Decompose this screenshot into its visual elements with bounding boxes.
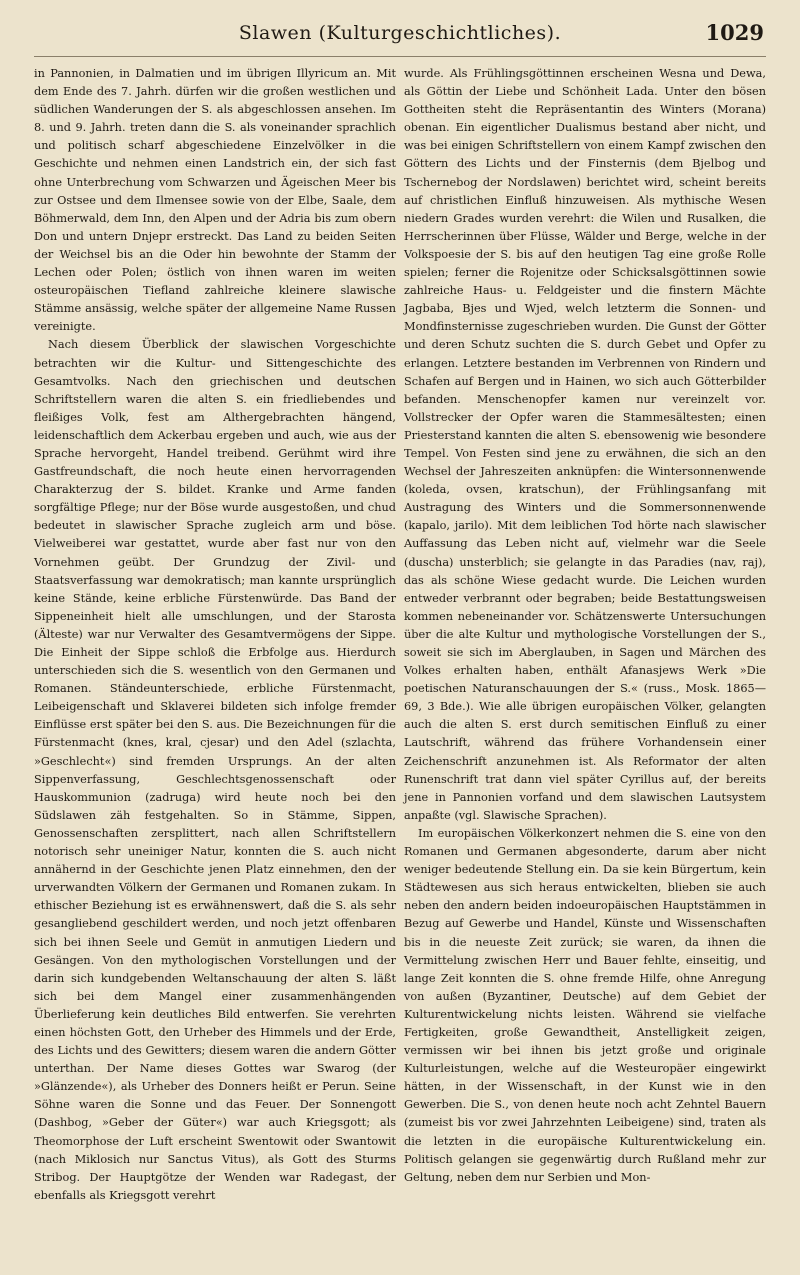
running-head xyxy=(34,14,766,57)
paragraph: in Pannonien, in Dalmatien und im übrigen Illyricum an. Mit dem Ende des 7. Jahrh. dürfen wir die großen westlichen und südlichen Wanderungen der S. als abgeschlossen ansehen. Im 8. und 9. Jahrh. treten dann die S. als voneinander sprachlich und politisch scharf abgeschiedene Einzelvölker in die Geschichte und nehmen einen Landstrich ein, der sich fast ohne Unterbrechung vom Schwarzen und Ägeischen Meer bis zur Ostsee und dem Ilmensee sowie von der Elbe, Saale, dem Böhmerwald, dem Inn, den Alpen und der Adria bis zum obern Don und untern Dnjepr erstreckt. Das Land zu beiden Seiten der Weichsel bis an die Oder hin bewohnte der Stamm der Lechen oder Polen; östlich von ihnen waren im weiten osteuropäischen Tiefland zahlreiche kleinere slawische Stämme ansässig, welche später der allgemeine Name Russen vereinigte. xyxy=(34,67,396,334)
page-number: 1029 xyxy=(705,20,764,45)
paragraph: Nach diesem Überblick der slawischen Vorgeschichte betrachten wir die Kultur- und Sittengeschichte des Gesamtvolks. Nach den griechischen und deutschen Schriftstellern waren die alten S. ein friedliebendes und fleißiges Volk, fest am Althergebrachten hängend, leidenschaftlich dem Ackerbau ergeben und auch, wie aus der Sprache hervorgeht, Handel treibend. Gerühmt wird ihre Gastfreundschaft, die noch heute einen hervorragenden Charakterzug der S. bildet. Kranke und Arme fanden sorgfältige Pflege; nur der Böse wurde ausgestoßen, und chud bedeutet in slawischer Sprache zugleich arm und böse. Vielweiberei war gestattet, wurde aber fast nur von den Vornehmen geübt. Der Grundzug der Zivil- und Staatsverfassung war demokratisch; man kannte ursprünglich keine Stände, keine erbliche Fürstenwürde. Das Band der Sippeneinheit hielt alle umschlungen, und der Starosta (Älteste) war nur Verwalter des Gesamtvermögens der Sippe. Die Einheit der Sippe schloß die Erbfolge aus. Hierdurch unterschieden sich die S. wesentlich von den Germanen und Romanen. Ständeunterschiede, erbliche Fürstenmacht, Leibeigenschaft und Sklaverei bildeten sich infolge fremder Einflüsse erst später bei den S. aus. Die Bezeichnungen für die Fürstenmacht (knes, kral, cjesar) und den Adel (szlachta, »Geschlecht«) sind fremden Ursprungs. An der alten Sippenverfassung, Geschlechtsgenossenschaft oder Hauskommunion (zadruga) wird heute noch bei den Südslawen zäh festgehalten. So in Stämme, Sippen, Genossenschaften zersplittert, nach allen Schriftstellern notorisch sehr uneiniger Natur, konnten die S. auch nicht annähernd in der Geschichte jenen Platz einnehmen, den der urverwandten Völkern der Germanen und Romanen zukam. In ethischer Beziehung ist es erwähnenswert, daß die S. als sehr gesangliebend geschildert werden, und noch jetzt offenbaren sich bei ihnen Seele und Gemüt in anmutigen Liedern und Gesängen. Von den mythologischen Vorstellungen und der darin sich kundgebenden Weltanschauung der alten S. läßt sich bei dem Mangel einer zusammenhängenden Überlieferung kein deutliches Bild entwerfen. Sie verehrten einen höchsten Gott, den Urheber des Himmels und der Erde, des Lichts und des Gewitters; diesem waren die andern Götter unterthan. Der Name dieses Gottes war Swarog (der »Glänzende«), als Urheber des Donners heißt er Perun. Seine Söhne waren die Sonne und das Feuer. Der Sonnengott (Dashbog, »Geber der Güter«) war auch Kriegsgott; als Theomorphose der Luft erscheint Swentowit oder Swantowit (nach Miklosich nur Sanctus Vitus), als Gott des Sturms Stribog. Der Hauptgötze der Wenden war Radegast, der ebenfalls als Kriegsgott verehrt xyxy=(34,338,396,1202)
page-title: Slawen (Kulturgeschichtliches). xyxy=(238,22,562,44)
right-column xyxy=(404,65,766,1205)
paragraph: wurde. Als Frühlingsgöttinnen erscheinen Wesna und Dewa, als Göttin der Liebe und Schönheit Lada. Unter den bösen Gottheiten steht die Repräsentantin des Winters (Morana) obenan. Ein eigentlicher Dualismus bestand aber nicht, und was bei einigen Schriftstellern von einem Kampf zwischen den Göttern des Lichts und der Finsternis (dem Bjelbog und Tschernebog der Nordslawen) berichtet wird, scheint bereits auf christlichen Einfluß hinzuweisen. Als mythische Wesen niedern Grades wurden verehrt: die Wilen und Rusalken, die Herrscherinnen über Flüsse, Wälder und Berge, welche in der Volkspoesie der S. bis auf den heutigen Tag eine große Rolle spielen; ferner die Rojenitze oder Schicksalsgöttinnen sowie zahlreiche Haus- u. Feldgeister und die finstern Mächte Jagbaba, Bjes und Wjed, welch letzterm die Sonnen- und Mondfinsternisse zugeschrieben wurden. Die Gunst der Götter und deren Schutz suchten die S. durch Gebet und Opfer zu erlangen. Letztere bestanden im Verbrennen von Rindern und Schafen auf Bergen und in Hainen, wo sich auch Götterbilder befanden. Menschenopfer kamen nur vereinzelt vor. Vollstrecker der Opfer waren die Stammesältesten; einen Priesterstand kannten die alten S. ebensowenig wie besondere Tempel. Von Festen sind jene zu erwähnen, die sich an den Wechsel der Jahreszeiten anknüpfen: die Wintersonnenwende (koleda, ovsen, kratschun), der Frühlingsanfang mit Austragung des Winters und die Sommersonnenwende (kapalo, jarilo). Mit dem leiblichen Tod hörte nach slawischer Auffassung das Leben nicht auf, vielmehr war die Seele (duscha) unsterblich; sie gelangte in das Paradies (nav, raj), das als schöne Wiese gedacht wurde. Die Leichen wurden entweder verbrannt oder begraben; beide Bestattungsweisen kommen nebeneinander vor. Schätzenswerte Untersuchungen über die alte Kultur und mythologische Vorstellungen der S., soweit sie sich im Aberglauben, in Sagen und Märchen des Volkes erhalten haben, enthält Afanasjews Werk »Die poetischen Naturanschauungen der S.« (russ., Mosk. 1865—69, 3 Bde.). Wie alle übrigen europäischen Völker, gelangten auch die alten S. erst durch semitischen Einfluß zu einer Lautschrift, während das frühere Vorhandensein einer Zeichenschrift anzunehmen ist. Als Reformator der alten Runenschrift trat dann viel später Cyrillus auf, der bereits jene in Pannonien vorfand und dem slawischen Lautsystem anpaßte (vgl. Slawische Sprachen). xyxy=(404,67,766,822)
paragraph: Im europäischen Völkerkonzert nehmen die S. eine von den Romanen und Germanen abgesonderte, darum aber nicht weniger bedeutende Stellung ein. Da sie kein Bürgertum, kein Städtewesen aus sich heraus entwickelten, blieben sie auch neben den andern beiden indoeuropäischen Hauptstämmen in Bezug auf Gewerbe und Handel, Künste und Wissenschaften bis in die neueste Zeit zurück; sie waren, da ihnen die Vermittelung zwischen Herr und Bauer fehlte, einseitig, und lange Zeit konnten die S. ohne fremde Hilfe, ohne Anregung von außen (Byzantiner, Deutsche) auf dem Gebiet der Kulturentwickelung nichts leisten. Während sie vielfache Fertigkeiten, große Gewandtheit, Anstelligkeit zeigen, vermissen wir bei ihnen bis jetzt große und originale Kulturleistungen, welche auf die Westeuropäer eingewirkt hätten, in der Wissenschaft, in der Kunst wie in den Gewerben. Die S., von denen heute noch acht Zehntel Bauern (zumeist bis vor zwei Jahrzehnten Leibeigene) sind, traten als die letzten in die europäische Kulturentwickelung ein. Politisch gelangen sie gegenwärtig durch Rußland mehr zur Geltung, neben dem nur Serbien und Mon- xyxy=(404,826,766,1184)
left-column xyxy=(34,65,396,1205)
text-columns xyxy=(34,65,766,1205)
